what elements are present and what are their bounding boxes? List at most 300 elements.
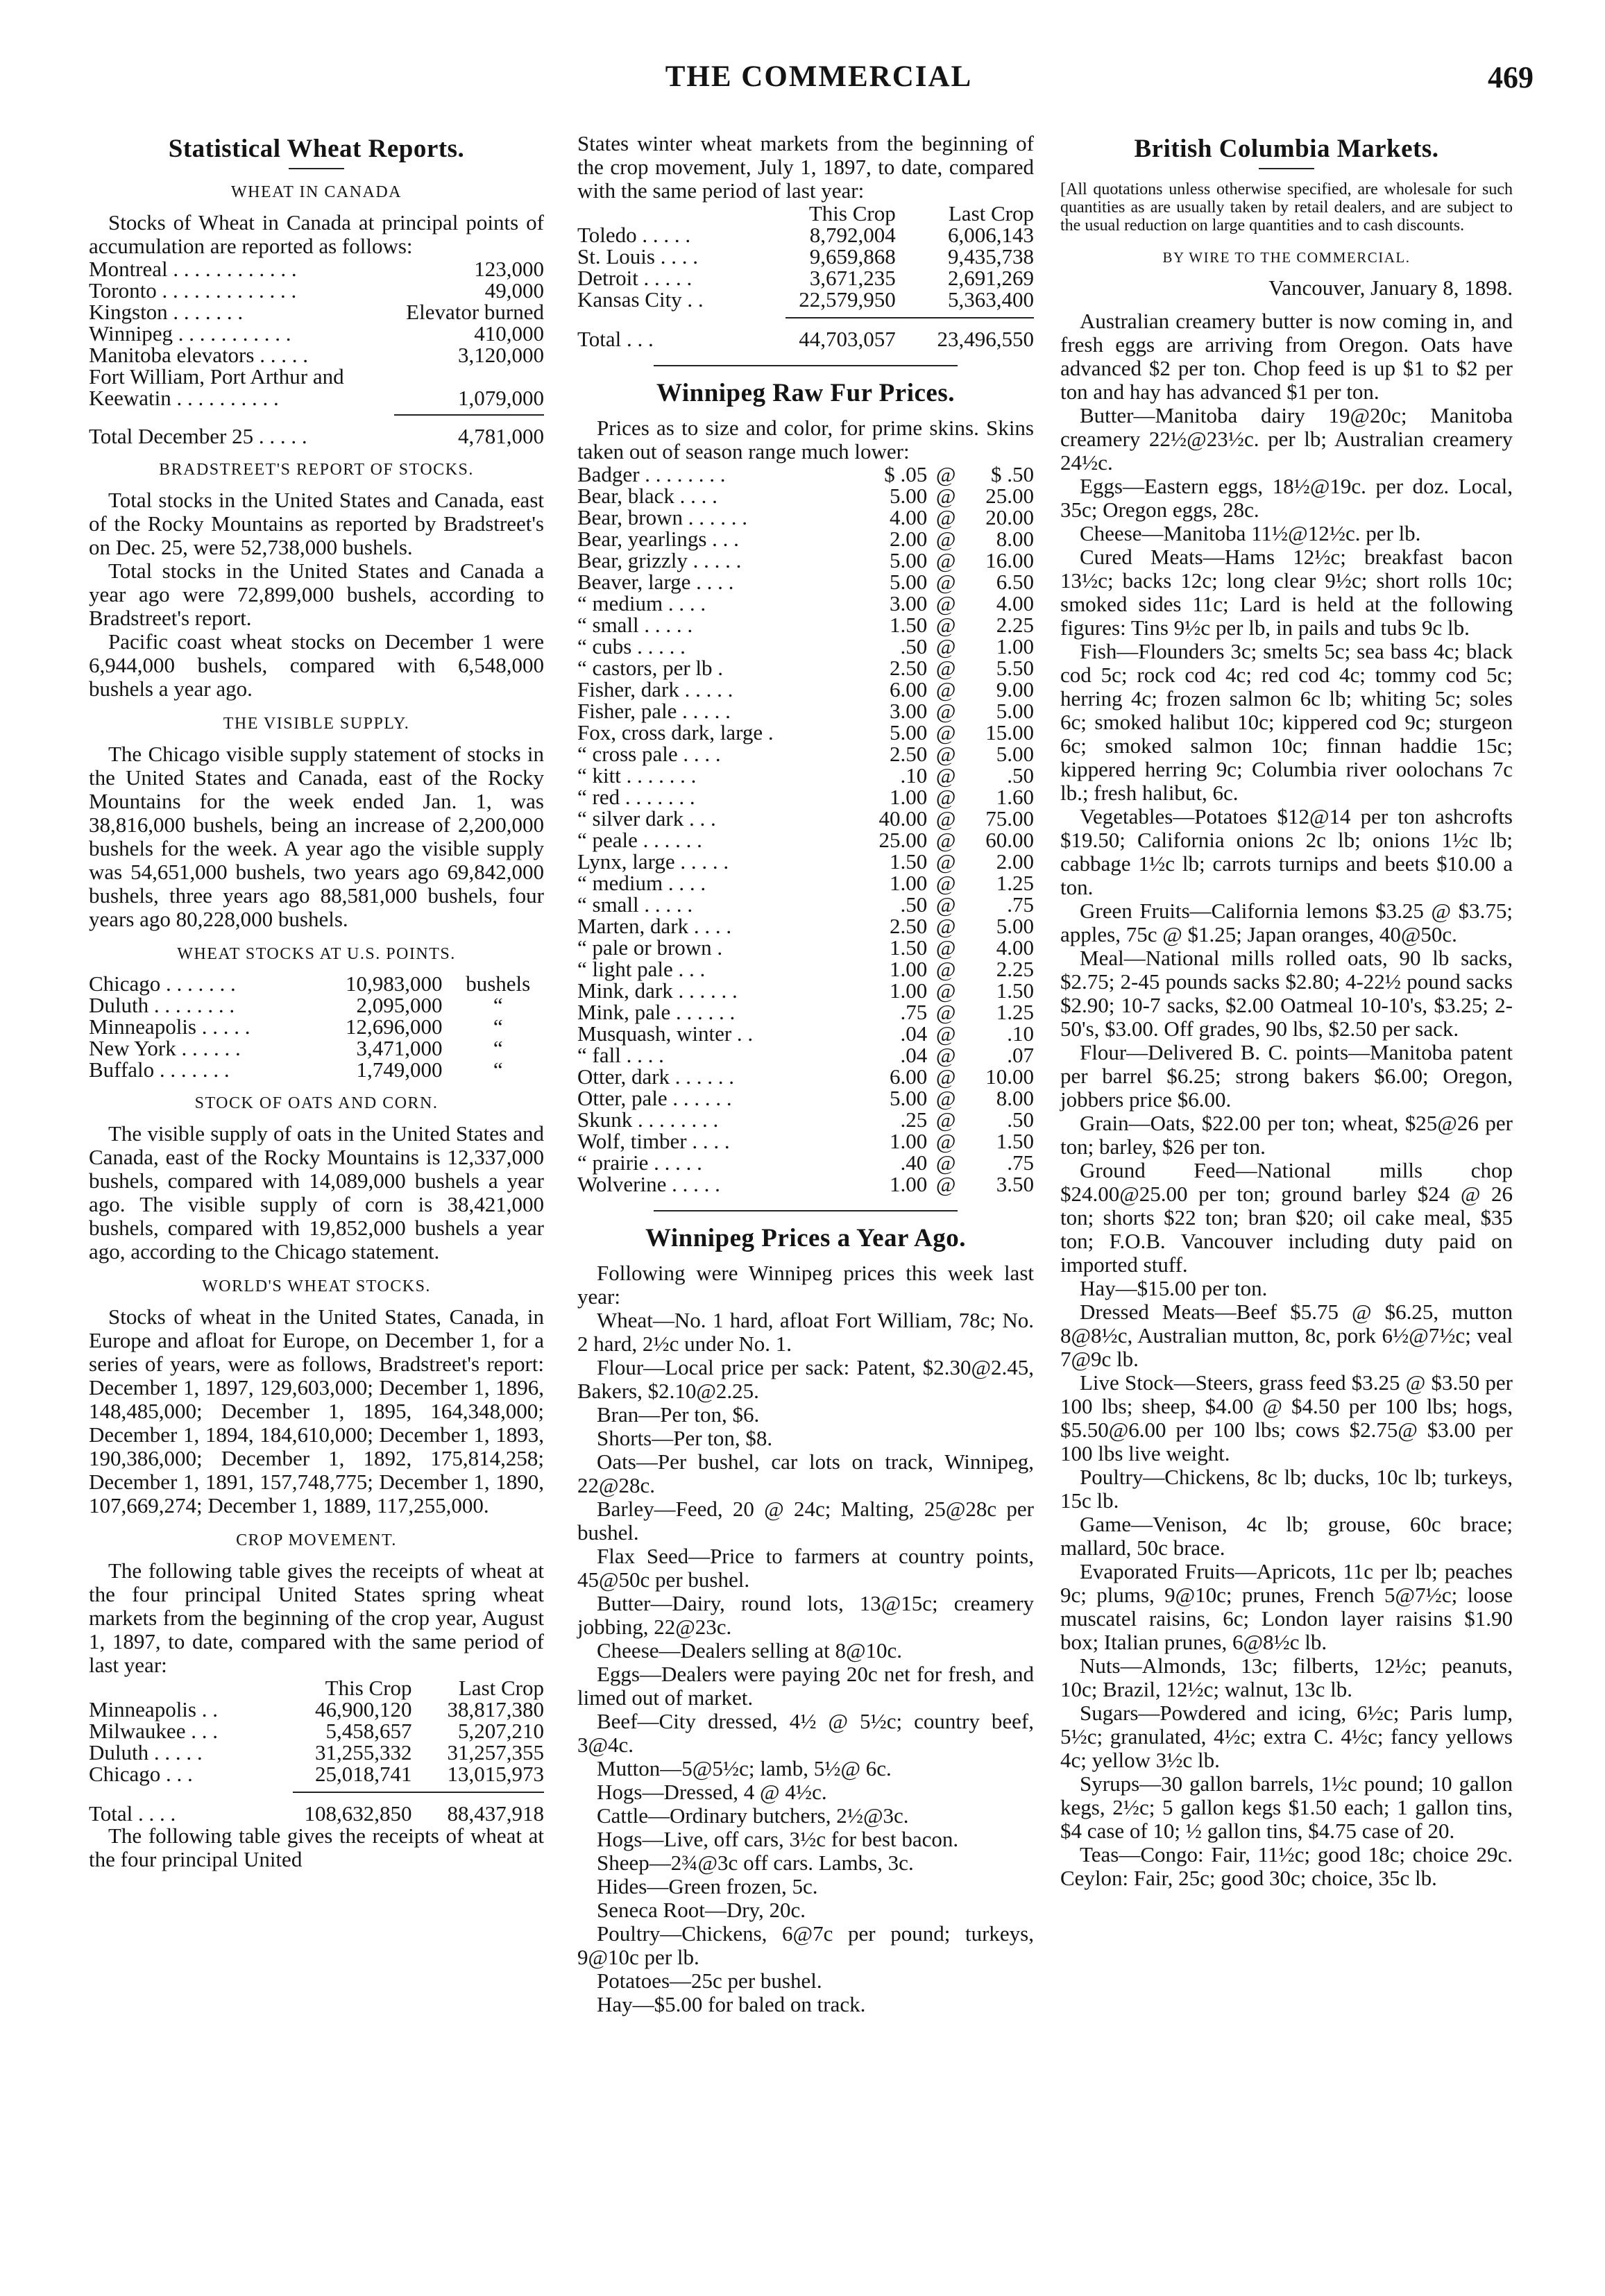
fur-name: “ small . . . . . [577,613,693,637]
row-this: 8,792,004 [809,223,896,247]
paragraph: Mutton—5@5½c; lamb, 5½@ 6c. [597,1756,892,1780]
row-last: 5,363,400 [948,287,1034,312]
row-this: 3,671,235 [809,266,896,290]
total-value: 4,781,000 [458,424,544,448]
fur-name: “ pale or brown . [577,935,723,960]
fur-at: @ [935,1000,956,1024]
fur-name: “ medium . . . . [577,871,706,895]
fur-high: 1.60 [996,785,1034,809]
wheat-canada-table [89,258,544,409]
winter-wheat-table [577,203,1034,350]
row-this: 46,900,120 [315,1697,412,1721]
paragraph: Dressed Meats—Beef $5.75 @ $6.25, mutton 8@8½c, Australian mutton, 8c, pork 6½@7½c; veal 7@9c lb. [1060,1300,1513,1371]
table-row [577,829,1034,851]
fur-low: 1.00 [889,957,928,981]
fur-low: 5.00 [889,570,928,594]
fur-at: @ [935,570,956,594]
table-row [577,593,1034,614]
paragraph: Bran—Per ton, $6. [597,1402,760,1427]
fur-low: 1.00 [889,1172,928,1196]
section-heading-year-ago: Winnipeg Prices a Year Ago. [645,1224,966,1252]
row-label: Duluth . . . . . [89,1740,203,1764]
section-divider [654,365,958,366]
fur-name: Marten, dark . . . . [577,914,732,938]
fur-at: @ [935,978,956,1003]
table-row [577,507,1034,528]
paragraph: Syrups—30 gallon barrels, 1½c pound; 10 gallon kegs, 2½c; 5 gallon kegs $1.50 each; 1 gallon tins, $4 case of 10; ½ gallon tins, $4.75 case of 20. [1060,1771,1513,1843]
fur-high: 1.25 [996,871,1034,895]
paragraph: Poultry—Chickens, 8c lb; ducks, 10c lb; turkeys, 15c lb. [1060,1465,1513,1513]
fur-high: 1.50 [996,978,1034,1003]
fur-high: 4.00 [996,935,1034,960]
paragraph: Nuts—Almonds, 13c; filberts, 12½c; peanuts, 10c; Brazil, 12½c; walnut, 13c lb. [1060,1653,1513,1701]
paragraph: Hogs—Dressed, 4 @ 4½c. [597,1780,827,1804]
row-this: 22,579,950 [799,287,896,312]
row-last: 6,006,143 [948,223,1034,247]
table-row [577,1109,1034,1130]
table-row [577,786,1034,808]
paragraph: Cheese—Dealers selling at 8@10c. [597,1638,903,1663]
paragraph: Game—Venison, 4c lb; grouse, 60c brace; mallard, 50c brace. [1060,1512,1513,1560]
paragraph: Flour—Local price per sack: Patent, $2.30@2.45, Bakers, $2.10@2.25. [577,1355,1034,1403]
fur-low: 5.00 [889,1086,928,1110]
fur-low: .75 [900,1000,928,1024]
fur-at: @ [935,1021,956,1046]
paragraph: Total stocks in the United States and Canada, east of the Rocky Mountains as reported by Bradstreet's on Dec. 25, were 52,738,000 bushels. [89,488,544,559]
fur-low: $ .05 [884,462,928,486]
fur-high: .75 [1007,892,1034,917]
fur-name: “ light pale . . . [577,957,706,981]
table-row [89,301,544,323]
paragraph: Green Fruits—California lemons $3.25 @ $3.75; apples, 75c @ $1.25; Japan oranges, 40@50c. [1060,899,1513,946]
table-row [577,614,1034,636]
fur-low: 1.00 [889,871,928,895]
table-row [577,679,1034,700]
fur-low: 40.00 [878,806,928,831]
paragraph: Teas—Congo: Fair, 11½c; good 18c; choice 29c. Ceylon: Fair, 25c; good 30c; choice, 35c lb. [1060,1842,1513,1890]
paragraph: Hogs—Live, off cars, 3½c for best bacon. [597,1827,959,1851]
total-last: 23,496,550 [937,327,1034,351]
fur-name: Badger . . . . . . . . [577,462,726,486]
table-row [577,700,1034,722]
col-head-this-crop: This Crop [325,1676,412,1700]
fur-high: 6.50 [996,570,1034,594]
fur-high: 8.00 [996,527,1034,551]
fur-name: “ medium . . . . [577,591,706,615]
fur-at: @ [935,1150,956,1175]
paragraph: Flax Seed—Price to farmers at country points, 45@50c per bushel. [577,1544,1034,1592]
fur-name: Wolverine . . . . . [577,1172,720,1196]
fur-at: @ [935,957,956,981]
paragraph: States winter wheat markets from the beginning of the crop movement, July 1, 1897, to date, compared with the same period of last year: [577,131,1034,203]
fur-low: 1.00 [889,1129,928,1153]
fur-name: Fisher, pale . . . . . [577,699,731,723]
paragraph: Cattle—Ordinary butchers, 2½@3c. [597,1803,909,1828]
fur-high: 4.00 [996,591,1034,615]
fur-low: 1.50 [889,613,928,637]
fur-high: 9.00 [996,677,1034,701]
fur-at: @ [935,1172,956,1196]
table-row [577,289,1034,310]
row-label: Milwaukee . . . [89,1719,218,1743]
row-this: 5,458,657 [325,1719,412,1743]
paragraph: Prices as to size and color, for prime skins. Skins taken out of season range much lower: [577,416,1034,464]
heading-rule [1259,168,1314,169]
paragraph: The following table gives the receipts of wheat at the four principal United States spring wheat markets from the beginning of the crop year, August 1, 1897, to date, compared with the same period of last year: [89,1558,544,1677]
fur-name: “ cubs . . . . . [577,634,686,658]
paragraph: The Chicago visible supply statement of stocks in the United States and Canada, east of the Rocky Mountains for the week ended Jan. 1, was 38,816,000 bushels, being an increase of 2,200,000 bushels for the week. A year ago the visible supply was 54,651,000 bushels, two years ago 69,842,000 bushels, three years ago 88,581,000 bushels, four years ago 80,228,000 bushels. [89,742,544,931]
fur-high: .75 [1007,1150,1034,1175]
fur-at: @ [935,720,956,745]
paragraph: Hay—$15.00 per ton. [1080,1276,1268,1300]
fur-low: 6.00 [889,1064,928,1089]
paragraph: Vegetables—Potatoes $12@14 per ton ashcrofts $19.50; California onions 2c lb; onions 1½c lb; cabbage 1½c lb; carrots turnips and beets $10.00 a ton. [1060,804,1513,899]
section-heading-bc-markets: British Columbia Markets. [1134,135,1439,163]
paragraph: Potatoes—25c per bushel. [597,1968,822,1993]
fur-name: Otter, pale . . . . . . [577,1086,732,1110]
paragraph: Cured Meats—Hams 12½c; breakfast bacon 13½c; backs 12c; long clear 9½c; short rolls 10c; smoked sides 11c; Lard is held at the following figures: Tins 9½c per lb, in pails and tubs 9c lb. [1060,545,1513,640]
section-divider [654,1210,958,1211]
row-last: 13,015,973 [447,1762,544,1786]
table-row [577,851,1034,872]
row-this: 31,255,332 [315,1740,412,1764]
fur-high: 2.00 [996,849,1034,874]
row-unit: bushels [466,971,531,996]
column-2 [577,132,1034,2016]
total-label: Total . . . [577,327,654,351]
table-row [577,1173,1034,1195]
fur-at: @ [935,935,956,960]
paragraph: Fish—Flounders 3c; smelts 5c; sea bass 4c; black cod 5c; rock cod 4c; red cod 4c; tommy cod 5c; herring 4c; frozen salmon 6c lb; whiting 5c; soles 6c; smoked halibut 10c; kippered cod 9c; sturgeon 6c; smoked salmon 10c; finnan haddie 15c; kippered herring 9c; Columbia river oolochans 7c lb.; fresh halibut, 6c. [1060,639,1513,805]
paragraph: Sheep—2¾@3c off cars. Lambs, 3c. [597,1851,914,1875]
row-value: 10,983,000 [345,971,443,996]
row-value: 49,000 [484,278,544,303]
page-number: 469 [1488,60,1534,94]
row-value: 410,000 [474,321,544,346]
subheading-world-stocks: WORLD'S WHEAT STOCKS. [202,1277,431,1295]
subheading-crop-movement: CROP MOVEMENT. [236,1531,397,1549]
table-row [577,980,1034,1001]
fur-high: .07 [1007,1043,1034,1067]
fur-high: 60.00 [985,828,1034,852]
paragraph: Following were Winnipeg prices this week last year: [577,1261,1034,1309]
fur-low: 25.00 [878,828,928,852]
paragraph: Hay—$5.00 for baled on track. [597,1992,866,2016]
fur-at: @ [935,1064,956,1089]
paragraph: Hides—Green frozen, 5c. [597,1874,818,1898]
spring-wheat-table [89,1677,544,1824]
table-row [577,937,1034,958]
col-head-last-crop: Last Crop [948,201,1034,226]
fur-at: @ [935,699,956,723]
row-unit: “ [493,1014,503,1039]
fur-high: 8.00 [996,1086,1034,1110]
fur-name: “ castors, per lb . [577,656,724,680]
fur-high: 5.00 [996,742,1034,766]
fur-high: 2.25 [996,613,1034,637]
fur-name: Bear, grizzly . . . . . [577,548,742,572]
row-label: Chicago . . . . . . . [89,971,236,996]
row-label: Minneapolis . . [89,1697,218,1721]
column-3 [1060,132,1513,1890]
row-this: 25,018,741 [315,1762,412,1786]
table-row [89,1059,544,1080]
paragraph: Pacific coast wheat stocks on December 1 were 6,944,000 bushels, compared with 6,548,000 bushels a year ago. [89,629,544,701]
table-row [577,915,1034,937]
fur-low: .40 [900,1150,928,1175]
table-row [577,1001,1034,1023]
row-label: St. Louis . . . . [577,244,698,269]
column-1 [89,132,544,1871]
fur-name: “ cross pale . . . . [577,742,721,766]
fur-name: Fox, cross dark, large . [577,720,774,745]
row-label: Detroit . . . . . [577,266,693,290]
fur-low: 1.50 [889,935,928,960]
fur-at: @ [935,656,956,680]
table-row [577,246,1034,267]
fur-at: @ [935,505,956,529]
fur-name: Mink, dark . . . . . . [577,978,738,1003]
page-header [104,60,1534,101]
row-label: Fort William, Port Arthur and [89,364,344,389]
table-row [89,1699,544,1720]
table-row [89,323,544,344]
row-label: Kingston . . . . . . . [89,300,244,324]
table-row [89,994,544,1016]
fur-at: @ [935,484,956,508]
paragraph: Flour—Delivered B. C. points—Manitoba patent per barrel $6.25; strong bakers $6.00; Oregon, jobbers price $6.00. [1060,1040,1513,1112]
row-value [384,366,544,387]
table-row [577,1130,1034,1152]
fur-high: 1.50 [996,1129,1034,1153]
row-value: Elevator burned [406,300,544,324]
table-row [89,1763,544,1785]
fur-low: .04 [900,1021,928,1046]
table-row [577,808,1034,829]
paragraph: Evaporated Fruits—Apricots, 11c per lb; peaches 9c; plums, 9@10c; prunes, French 5@7½c; loose muscatel raisins, 6c; London layer raisins $1.90 box; Italian prunes, 6@8½c lb. [1060,1559,1513,1654]
paragraph: Australian creamery butter is now coming in, and fresh eggs are arriving from Oregon. Oats have advanced $2 per ton. Chop feed is up $1 to $2 per ton and hay has advanced $1 per ton. [1060,309,1513,404]
row-label: Kansas City . . [577,287,704,312]
subheading-us-points: WHEAT STOCKS AT U.S. POINTS. [177,945,456,963]
table-row [577,872,1034,894]
fur-name: Beaver, large . . . . [577,570,734,594]
publication-title: THE COMMERCIAL [665,60,973,93]
row-label: Buffalo . . . . . . . [89,1057,230,1082]
table-row [577,464,1034,485]
fur-name: “ fall . . . . [577,1043,664,1067]
table-row [89,1720,544,1742]
row-last: 5,207,210 [458,1719,544,1743]
fur-high: 16.00 [985,548,1034,572]
table-row [577,485,1034,507]
table-row [577,894,1034,915]
paragraph: Cheese—Manitoba 11½@12½c. per lb. [1080,521,1421,545]
table-row [577,1087,1034,1109]
fur-high: .50 [1007,1107,1034,1132]
fur-name: “ peale . . . . . . [577,828,702,852]
fur-low: 2.50 [889,914,928,938]
us-points-table [89,973,544,1080]
fur-at: @ [935,849,956,874]
fur-name: “ silver dark . . . [577,806,716,831]
paragraph: Sugars—Powdered and icing, 6½c; Paris lump, 5½c; granulated, 4½c; extra C. 4½c; fancy yellows 4c; yellow 3½c lb. [1060,1701,1513,1772]
fur-low: 1.50 [889,849,928,874]
fur-high: 10.00 [985,1064,1034,1089]
paragraph: Eggs—Dealers were paying 20c net for fresh, and limed out of market. [577,1662,1034,1710]
fur-high: 5.00 [996,699,1034,723]
paragraph: Meal—National mills rolled oats, 90 lb sacks, $2.75; 2-45 pounds sacks $2.80; 4-22½ pound sacks $2.90; 10-7 sacks, $2.00 Oatmeal 10-10's, $3.25; 2-50's, $3.00. Off grades, 90 lbs, $2.50 per sack. [1060,946,1513,1041]
fur-name: Wolf, timber . . . . [577,1129,730,1153]
fur-low: .50 [900,634,928,658]
row-value: 123,000 [474,257,544,281]
fur-at: @ [935,548,956,572]
fur-high: 5.00 [996,914,1034,938]
dateline: Vancouver, January 8, 1898. [1268,275,1513,300]
wheat-canada-total [89,416,544,447]
paragraph: Total stocks in the United States and Canada a year ago were 72,899,000 bushels, according to Bradstreet's report. [89,559,544,630]
fur-at: @ [935,871,956,895]
fur-low: 2.00 [889,527,928,551]
table-row [89,280,544,301]
bc-market-paragraphs [1060,309,1513,1890]
fur-high: 3.50 [996,1172,1034,1196]
fur-at: @ [935,613,956,637]
paragraph: Stocks of Wheat in Canada at principal points of accumulation are reported as follows: [89,210,544,258]
total-this: 44,703,057 [799,327,896,351]
row-unit: “ [493,1036,503,1060]
row-unit: “ [493,1057,503,1082]
table-row [89,387,544,409]
fur-high: 20.00 [985,505,1034,529]
fur-low: 5.00 [889,720,928,745]
table-row [89,973,544,994]
row-value: 2,095,000 [356,993,443,1017]
paragraph: The following table gives the receipts of wheat at the four principal United [89,1823,544,1871]
year-ago-paragraphs [577,1261,1034,2016]
fur-at: @ [935,1043,956,1067]
table-row [89,258,544,280]
row-value: 3,120,000 [458,343,544,367]
fur-high: 1.25 [996,1000,1034,1024]
fur-at: @ [935,591,956,615]
fur-low: 2.50 [889,742,928,766]
heading-rule [289,168,344,169]
fur-low: 3.00 [889,699,928,723]
paragraph: The visible supply of oats in the United States and Canada, east of the Rocky Mountains is 12,337,000 bushels, compared with 14,089,000 bushels a year ago. The visible supply of corn is 38,421,000 bushels, compared with 19,852,000 bushels a year ago, according to the Chicago statement. [89,1121,544,1264]
row-label: Montreal . . . . . . . . . . . . [89,257,297,281]
fur-high: 75.00 [985,806,1034,831]
quotation-note: [All quotations unless otherwise specified, are wholesale for such quantities as are usually taken by retail dealers, and are subject to the usual reduction on large quantities and to cash discounts. [1060,180,1513,235]
fur-name: Bear, black . . . . [577,484,717,508]
col-head-this-crop: This Crop [808,201,896,226]
row-label: Toledo . . . . . [577,223,691,247]
fur-name: Mink, pale . . . . . . [577,1000,736,1024]
fur-name: “ kitt . . . . . . . [577,763,697,788]
fur-low: .10 [900,763,928,788]
subheading-bradstreet: BRADSTREET'S REPORT OF STOCKS. [159,461,474,479]
paragraph: Beef—City dressed, 4½ @ 5½c; country beef, 3@4c. [577,1709,1034,1757]
paragraph: Ground Feed—National mills chop $24.00@25.00 per ton; ground barley $24 @ 26 ton; shorts $22 ton; bran $20; oil cake meal, $35 ton; F.O.B. Vancouver including duty paid on imported stuff. [1060,1158,1513,1277]
row-value: 3,471,000 [356,1036,443,1060]
fur-at: @ [935,914,956,938]
table-row [577,1152,1034,1173]
fur-at: @ [935,634,956,658]
table-row [577,722,1034,743]
row-last: 9,435,738 [948,244,1034,269]
total-this: 108,632,850 [304,1801,412,1826]
paragraph: Stocks of wheat in the United States, Canada, in Europe and afloat for Europe, on December 1, for a series of years, were as follows, Bradstreet's report: December 1, 1897, 129,603,000; December 1, 1896, 148,485,000; December 1, 1895, 164,348,000; December 1, 1894, 184,610,000; December 1, 1893, 190,386,000; December 1, 1892, 175,814,258; December 1, 1891, 157,748,775; December 1, 1890, 107,669,274; December 1, 1889, 117,255,000. [89,1304,544,1517]
row-value: 12,696,000 [345,1014,443,1039]
fur-high: 1.00 [996,634,1034,658]
fur-name: “ red . . . . . . . [577,785,695,809]
table-row [89,1037,544,1059]
fur-low: 3.00 [889,591,928,615]
row-label: Keewatin . . . . . . . . . . [89,386,279,410]
row-value: 1,079,000 [458,386,544,410]
fur-at: @ [935,1086,956,1110]
fur-high: 25.00 [985,484,1034,508]
table-row [577,1023,1034,1044]
fur-high: .50 [1007,763,1034,788]
fur-high: $ .50 [991,462,1034,486]
table-row [89,344,544,366]
fur-name: Skunk . . . . . . . . [577,1107,719,1132]
paragraph: Poultry—Chickens, 6@7c per pound; turkeys, 9@10c per lb. [577,1921,1034,1969]
fur-name: Otter, dark . . . . . . [577,1064,735,1089]
paragraph: Eggs—Eastern eggs, 18½@19c. per doz. Local, 35c; Oregon eggs, 28c. [1060,474,1513,522]
table-row [577,1044,1034,1066]
fur-name: Bear, brown . . . . . . [577,505,747,529]
fur-name: Fisher, dark . . . . . [577,677,733,701]
row-label: Toronto . . . . . . . . . . . . . [89,278,297,303]
fur-low: .04 [900,1043,928,1067]
row-last: 2,691,269 [948,266,1034,290]
total-label: Total December 25 . . . . . [89,424,307,448]
row-unit: “ [493,993,503,1017]
fur-low: 5.00 [889,484,928,508]
fur-name: Lynx, large . . . . . [577,849,729,874]
fur-low: .50 [900,892,928,917]
paragraph: Barley—Feed, 20 @ 24c; Malting, 25@28c per bushel. [577,1497,1034,1545]
fur-name: “ prairie . . . . . [577,1150,702,1175]
total-last: 88,437,918 [447,1801,544,1826]
fur-at: @ [935,527,956,551]
table-row [89,366,544,387]
row-label: Manitoba elevators . . . . . [89,343,308,367]
fur-low: 1.00 [889,785,928,809]
fur-at: @ [935,763,956,788]
row-label: Winnipeg . . . . . . . . . . . [89,321,291,346]
section-heading-fur-prices: Winnipeg Raw Fur Prices. [656,379,955,407]
fur-at: @ [935,1107,956,1132]
fur-low: 4.00 [889,505,928,529]
section-heading-statistical-wheat: Statistical Wheat Reports. [168,135,465,163]
fur-prices-table [577,464,1034,1195]
total-label: Total . . . . [89,1801,176,1826]
paragraph: Butter—Dairy, round lots, 13@15c; creamery jobbing, 22@23c. [577,1591,1034,1639]
table-row [577,958,1034,980]
fur-at: @ [935,742,956,766]
row-value: 1,749,000 [356,1057,443,1082]
fur-low: .25 [900,1107,928,1132]
table-row [577,224,1034,246]
table-row [577,657,1034,679]
paragraph: Seneca Root—Dry, 20c. [597,1898,806,1922]
fur-high: 2.25 [996,957,1034,981]
table-row [89,1016,544,1037]
fur-at: @ [935,828,956,852]
paragraph: Wheat—No. 1 hard, afloat Fort William, 78c; No. 2 hard, 2½c under No. 1. [577,1308,1034,1356]
